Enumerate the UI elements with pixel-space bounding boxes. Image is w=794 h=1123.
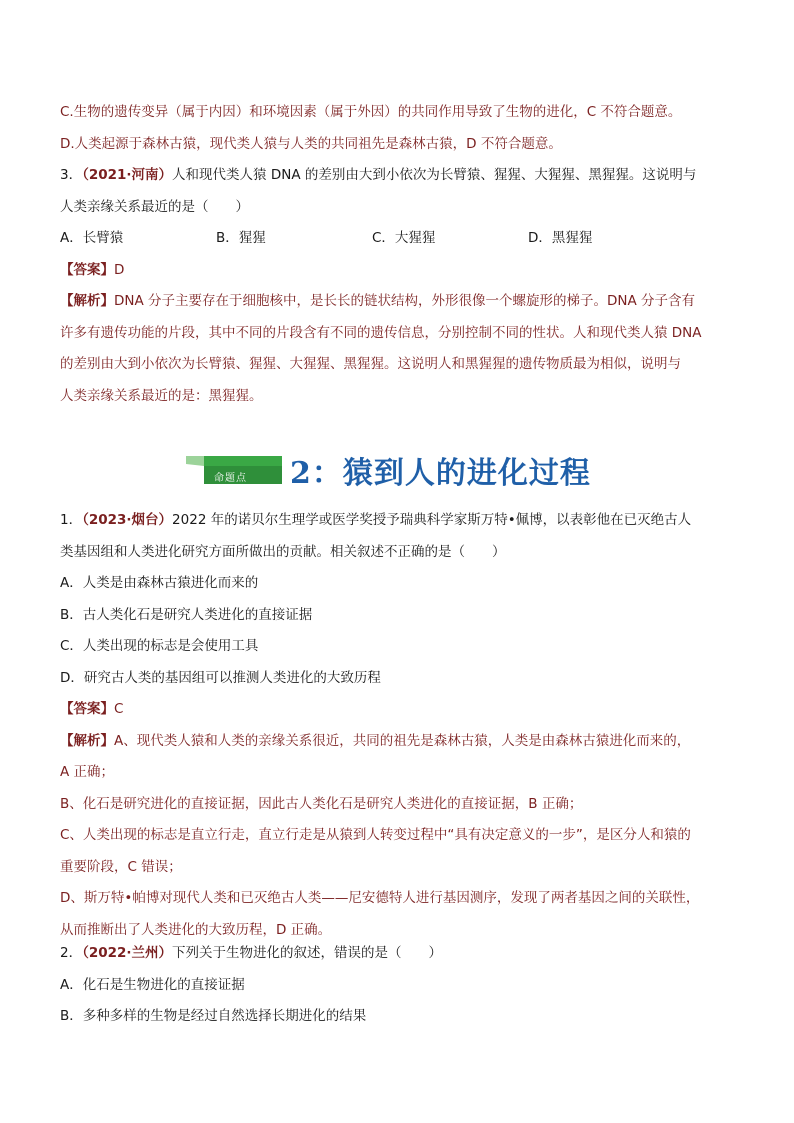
analysis-line-1 [60,726,740,758]
previous-question-tail [60,97,740,160]
section-banner [186,456,282,484]
option-b: B．多种多样的生物是经过自然选择长期进化的结果 [60,1008,367,1024]
s2q2-stem [60,938,740,970]
question-3-stem-line-2: 人类亲缘关系最近的是（ ） [60,198,249,215]
question-source: （2023·烟台） [82,512,173,528]
answer-label: 【答案】 [60,701,114,717]
question-stem: 人和现代类人猿 DNA 的差别由大到小依次为长臂猿、猩猩、大猩猩、黑猩猩。这说明与 [172,167,697,183]
option-c-analysis: C.生物的遗传变异（属于内因）和环境因素（属于外因）的共同作用导致了生物的进化，C 不符合题意。 [60,104,682,120]
analysis-line-1 [60,286,740,318]
option-d: D．黑猩猩 [528,230,593,246]
question-number: 1． [60,512,83,528]
question-stem: 2022 年的诺贝尔生理学或医学奖授予瑞典科学家斯万特•佩博，以表彰他在已灭绝古人 [172,512,692,528]
analysis-line-4: C、人类出现的标志是直立行走，直立行走是从猿到人转变过程中“具有决定意义的一步”，是区分人和猿的 [60,827,691,843]
analysis-line-7: 从而推断出了人类进化的大致历程，D 正确。 [60,921,332,938]
section-2-question-1 [60,505,740,946]
option-a: A．人类是由森林古猿进化而来的 [60,575,259,591]
answer-value: D [114,261,125,278]
option-d-analysis: D.人类起源于森林古猿，现代类人猿与人类的共同祖先是森林古猿，D 不符合题意。 [60,135,562,152]
question-stem: 下列关于生物进化的叙述，错误的是（ ） [172,945,443,961]
analysis-line-2: A 正确； [60,764,115,780]
section-heading [186,450,626,490]
option-a: A．化石是生物进化的直接证据 [60,976,245,993]
question-number: 2． [60,945,83,961]
analysis-line-4: 人类亲缘关系最近的是：黑猩猩。 [60,387,263,404]
question-3 [60,160,740,412]
s2q1-stem-line-2: 类基因组和人类进化研究方面所做出的贡献。相关叙述不正确的是（ ） [60,543,506,560]
option-b: B．猩猩 [216,230,266,246]
analysis-text: A、现代类人猿和人类的亲缘关系很近，共同的祖先是森林古猿，人类是由森林古猿进化而来的， [114,732,691,749]
analysis-line-6: D、斯万特•帕博对现代人类和已灭绝古人类——尼安德特人进行基因测序，发现了两者基因之间的关联性， [60,890,700,906]
answer-value: C [114,701,124,717]
analysis-line-3: 的差别由大到小依次为长臂猿、猩猩、大猩猩、黑猩猩。这说明人和黑猩猩的遗传物质最为相似，说明与 [60,356,681,372]
question-3-stem-line-1 [60,160,740,192]
analysis-label: 【解析】 [60,732,114,749]
analysis-label: 【解析】 [60,293,114,309]
s2q1-stem-line-1 [60,505,740,537]
option-a: A．长臂猿 [60,230,124,246]
section-2-question-2 [60,938,740,1033]
analysis-line-5: 重要阶段，C 错误； [60,858,182,875]
answer-line [60,255,740,287]
section-tag: 命题点 [214,473,247,484]
option-d: D．研究古人类的基因组可以推测人类进化的大致历程 [60,669,381,686]
analysis-line-3: B、化石是研究进化的直接证据，因此古人类化石是研究人类进化的直接证据，B 正确； [60,795,583,812]
question-source: （2022·兰州） [82,945,173,961]
option-b: B．古人类化石是研究人类进化的直接证据 [60,606,313,623]
analysis-text: DNA 分子主要存在于细胞核中，是长长的链状结构，外形很像一个螺旋形的梯子。DNA 分子含有 [114,293,696,309]
section-title: 2：猿到人的进化过程 [290,456,591,491]
answer-line [60,694,740,726]
option-c: C．人类出现的标志是会使用工具 [60,638,259,654]
question-3-options [60,223,740,255]
question-source: （2021·河南） [82,167,173,183]
question-number: 3． [60,167,83,183]
answer-label: 【答案】 [60,261,114,278]
analysis-line-2: 许多有遗传功能的片段，其中不同的片段含有不同的遗传信息，分别控制不同的性状。人和现代类人猿 DNA [60,324,702,341]
option-c: C．大猩猩 [372,230,436,246]
